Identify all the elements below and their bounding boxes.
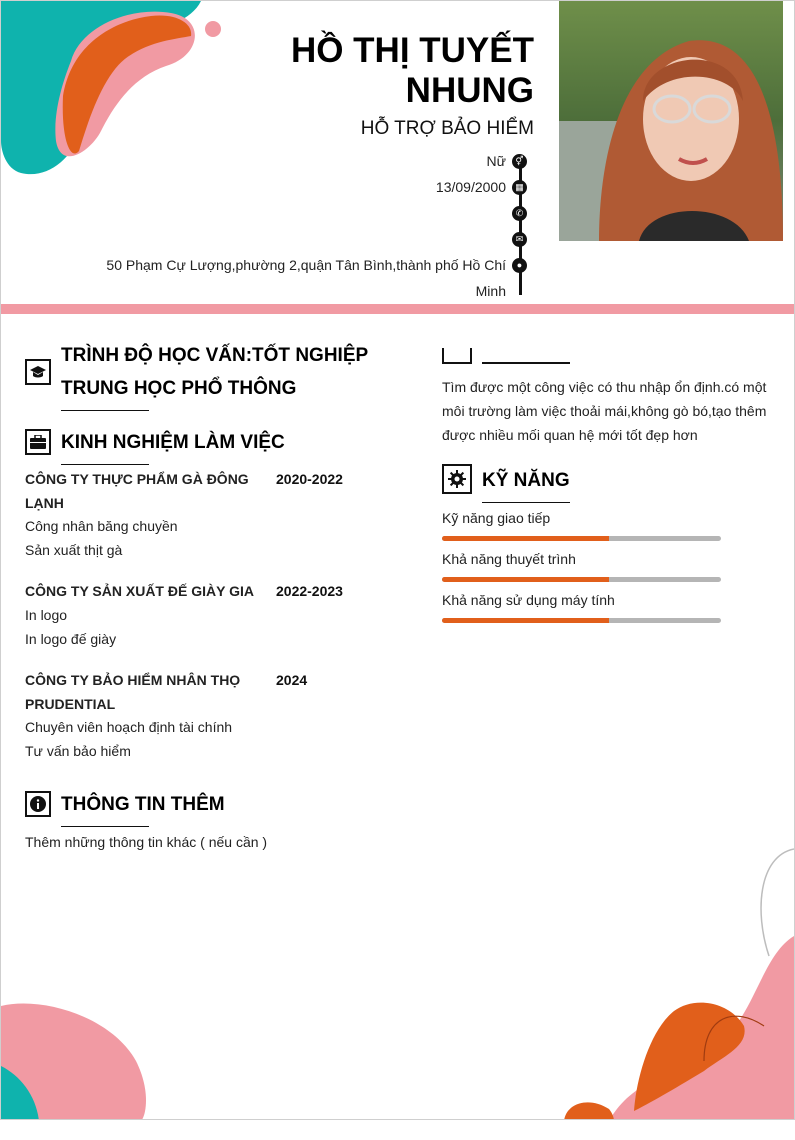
objective-icon-partial: [442, 348, 472, 364]
phone-icon: ✆: [512, 206, 527, 221]
job-1-duty-1: Công nhân băng chuyền: [25, 518, 178, 534]
header-divider: [1, 304, 794, 314]
skill-1-fill: [442, 536, 609, 541]
skills-title: KỸ NĂNG: [482, 470, 570, 491]
job-1-company: CÔNG TY THỰC PHẨM GÀ ĐÔNG LẠNH: [25, 471, 249, 511]
location-icon: ●: [512, 258, 527, 273]
skill-3-bar: [442, 618, 721, 623]
more-info-text: Thêm những thông tin khác ( nếu cần ): [25, 834, 268, 850]
job-2-company: CÔNG TY SẢN XUẤT ĐẾ GIÀY GIA: [25, 583, 254, 599]
more-info-title: THÔNG TIN THÊM: [61, 794, 225, 815]
skill-3-fill: [442, 618, 609, 623]
job-2-duty-2: In logo đế giày: [25, 631, 117, 647]
profile-photo: [559, 1, 783, 241]
job-2-years: 2022-2023: [276, 583, 343, 599]
calendar-icon: ▦: [512, 180, 527, 195]
job-1-duty-2: Sản xuất thịt gà: [25, 542, 123, 558]
experience-section-header: [25, 426, 285, 465]
skill-2-bar: [442, 577, 721, 582]
contact-gender: Nữ: [486, 153, 506, 169]
job-1-years: 2020-2022: [276, 471, 343, 487]
skill-1-label: Kỹ năng giao tiếp: [442, 510, 551, 526]
objective-text: Tìm được một công việc có thu nhập ổn định.có một môi trường làm việc thoải mái,không gò bó,tạo thêm được nhiều mối quan hệ mới tốt đẹp hơn: [442, 379, 767, 443]
contact-birthdate: 13/09/2000: [435, 179, 506, 195]
full-name: HỒ THỊ TUYẾT NHUNG: [290, 31, 534, 111]
briefcase-icon: [25, 429, 51, 455]
experience-title: KINH NGHIỆM LÀM VIỆC: [61, 432, 285, 453]
education-section-header: [25, 339, 395, 411]
skills-section-header: [442, 464, 570, 503]
job-role: HỖ TRỢ BẢO HIỂM: [360, 118, 534, 139]
objective-title-underline: [482, 362, 570, 364]
graduation-cap-icon: [25, 359, 51, 385]
skill-1-bar: [442, 536, 721, 541]
contact-timeline: [519, 157, 522, 295]
job-3-duty-1: Chuyên viên hoạch định tài chính: [25, 719, 233, 735]
job-2-duty-1: In logo: [25, 607, 68, 623]
job-3-company: CÔNG TY BẢO HIỂM NHÂN THỌ PRUDENTIAL: [25, 672, 241, 712]
job-3-duty-2: Tư vấn bảo hiểm: [25, 743, 131, 759]
info-icon: [25, 791, 51, 817]
mail-icon: ✉: [512, 232, 527, 247]
skill-2-label: Khả năng thuyết trình: [442, 551, 576, 567]
decorative-blobs-bottom-right: [554, 841, 794, 1120]
skill-2-fill: [442, 577, 609, 582]
decorative-blobs-top: [1, 1, 241, 181]
more-info-section-header: [25, 788, 225, 827]
contact-address: 50 Phạm Cự Lượng,phường 2,quận Tân Bình,thành phố Hồ Chí Minh: [106, 257, 506, 299]
education-title: TRÌNH ĐỘ HỌC VẤN:TỐT NGHIỆP TRUNG HỌC PHỔ THÔNG: [61, 345, 368, 399]
gender-icon: ⚥: [512, 154, 527, 169]
gear-icon: [442, 464, 472, 494]
job-3-years: 2024: [276, 672, 308, 688]
skill-3-label: Khả năng sử dụng máy tính: [442, 592, 615, 608]
decorative-blobs-bottom-left: [1, 991, 161, 1120]
